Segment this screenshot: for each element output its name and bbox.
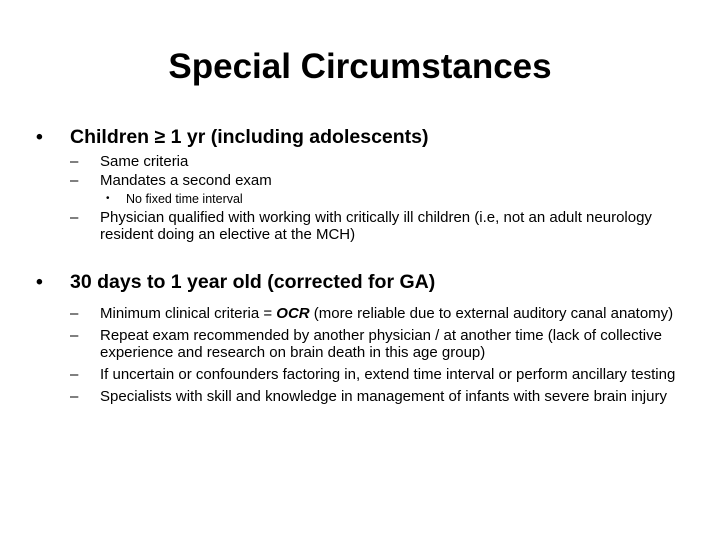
dash-icon: – <box>70 327 79 344</box>
bullet-icon: • <box>106 193 110 204</box>
item-text: Same criteria <box>100 153 189 170</box>
bullet-icon: • <box>36 126 43 148</box>
dash-icon: – <box>70 366 79 383</box>
item-text: No fixed time interval <box>126 192 243 206</box>
slide-content <box>36 124 696 405</box>
list-item <box>36 209 696 243</box>
item-text: Mandates a second exam <box>100 172 272 189</box>
dash-icon: – <box>70 153 79 170</box>
heading-text: Children ≥ 1 yr (including adolescents) <box>70 126 429 148</box>
dash-icon: – <box>70 388 79 405</box>
heading-text: 30 days to 1 year old (corrected for GA) <box>70 271 436 293</box>
dash-icon: – <box>70 172 79 189</box>
item-text: Physician qualified with working with critically ill children (i.e, not an adult neurology resident doing an elective at the MCH) <box>100 209 652 243</box>
section-heading-children <box>36 124 696 150</box>
list-item <box>36 327 696 361</box>
item-text: Repeat exam recommended by another physician / at another time (lack of collective experience and research on brain death in this age group) <box>100 327 662 361</box>
item-text-prefix: Minimum clinical criteria = <box>100 305 277 322</box>
item-text-suffix: (more reliable due to external auditory canal anatomy) <box>309 305 674 322</box>
dash-icon: – <box>70 305 79 322</box>
bullet-icon: • <box>36 271 43 293</box>
slide-title: Special Circumstances <box>168 47 552 86</box>
list-item <box>36 153 696 170</box>
list-item <box>36 366 696 383</box>
sub-list-item <box>36 191 696 207</box>
list-item <box>36 305 696 322</box>
item-text: Specialists with skill and knowledge in management of infants with severe brain injury <box>100 388 667 405</box>
ocr-emphasis: OCR <box>276 305 310 322</box>
list-item <box>36 172 696 189</box>
list-item <box>36 388 696 405</box>
section-heading-infants <box>36 269 696 295</box>
item-text: If uncertain or confounders factoring in, extend time interval or perform ancillary testing <box>100 366 676 383</box>
dash-icon: – <box>70 209 79 226</box>
